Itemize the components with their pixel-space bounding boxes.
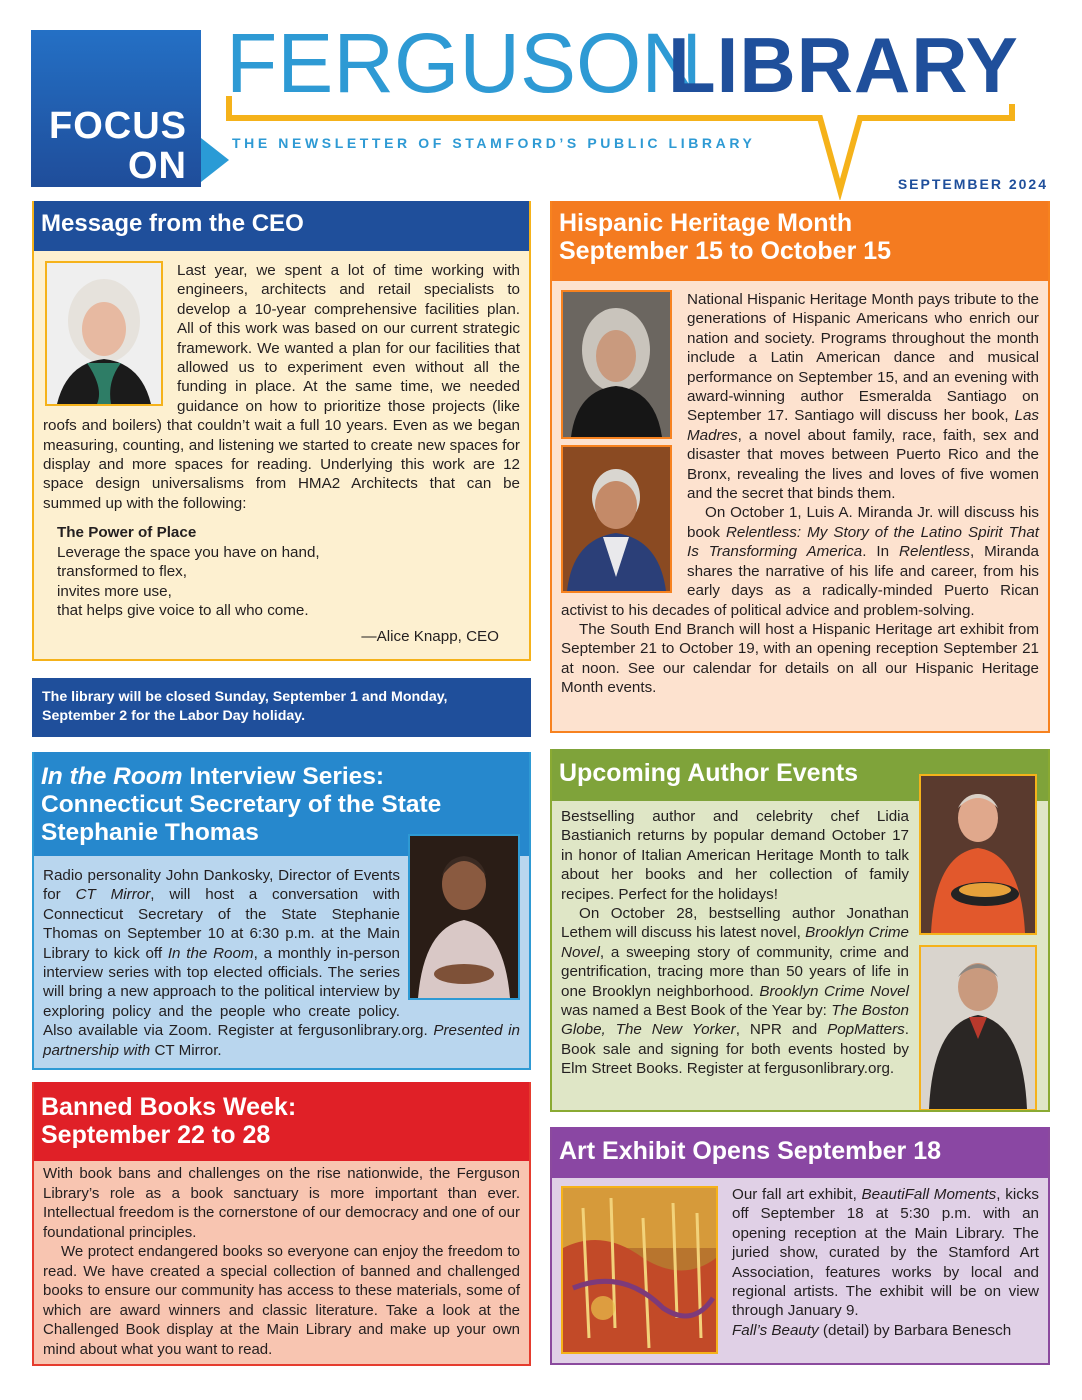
author-photos — [919, 774, 1041, 1112]
poem-line: Leverage the space you have on hand, — [57, 543, 320, 561]
art-paragraph: Our fall art exhibit, BeautiFall Moments, kicks off September 18 at 5:30 p.m. with an opening reception at the Main Library. The juried show, curated by the Stamford Art Association, features works by local and regional artists. The exhibit will be on view through January 9. — [732, 1186, 1039, 1320]
banned-heading-line1: Banned Books Week: — [41, 1093, 297, 1121]
ceo-message-panel — [32, 201, 531, 661]
banned-paragraph-2: We protect endangered books so everyone can enjoy the freedom to read. We have created a special collection of banned and challenged books to ensure our community has access to these materials, some of which are award winners and classic literature. Take a look at the Challenged Book display at the Main Library and make up your own mind about what you want to read. — [43, 1243, 520, 1358]
issue-date: SEPTEMBER 2024 — [897, 176, 1048, 192]
hispanic-heritage-panel — [550, 201, 1050, 733]
hispanic-paragraph-1: National Hispanic Heritage Month pays tribute to the generations of Hispanic Americans who enrich our nation and society. Programs throughout the month include a Latin American dance and musical performance on September 15, and an evening with award-winning author Esmeralda Santiago on September 17. Santiago will discuss her book, Las Madres, a novel about family, race, faith, sex and disaster that moves between Puerto Rico and the Bronx, revealing the lives and loves of five women and the secret that binds them. — [687, 291, 1039, 503]
ceo-portrait-photo — [45, 261, 163, 406]
banned-books-panel — [32, 1082, 531, 1366]
interview-heading-line3: Stephanie Thomas — [41, 819, 259, 846]
luis-miranda-photo — [561, 445, 672, 593]
title-ferguson: FERGUSON — [226, 16, 703, 110]
ceo-heading: Message from the CEO — [32, 201, 531, 251]
on-word: ON — [128, 145, 187, 187]
poem-line: transformed to flex, — [57, 563, 187, 581]
ceo-portrait-icon — [47, 263, 161, 404]
hispanic-photos — [561, 290, 678, 599]
poem-title: The Power of Place — [57, 524, 197, 542]
lidia-bastianich-photo — [919, 774, 1037, 935]
falls-beauty-painting — [561, 1186, 718, 1354]
interview-paragraph: Radio personality John Dankosky, Director of Events for CT Mirror, will host a conversation with Connecticut Secretary of the State Stephanie Thomas on September 10 at 6:30 p.m. at the Main Library to kick off In the Room, a monthly in-person interview series with top elected officials. The series will bring a new approach to the political interview by exploring policy and the people who create policy. Also available via Zoom. Register at fergusonlibrary.org. Presented in partnership with CT Mirror. — [43, 867, 520, 1059]
author-paragraph-2: On October 28, bestselling author Jonathan Lethem will discuss his latest novel, Brooklyn Crime Novel, a sweeping story of community, crime and gentrification, tracing more than 50 years of life in one Brooklyn neighborhood. Brooklyn Crime Novel was named a Best Book of the Year by: The Boston Globe, The New Yorker, NPR and PopMatters. Book sale and signing for both events hosted by Elm Street Books. Register at fergusonlibrary.org. — [561, 905, 909, 1078]
hispanic-paragraph-3: The South End Branch will host a Hispanic Heritage art exhibit from September 21 to October 19, with an opening reception September 21 at noon. See our calendar for details on all our Hispanic Heritage Month events. — [561, 620, 1039, 697]
interview-series-panel — [32, 752, 531, 1070]
banned-heading-line2: September 22 to 28 — [41, 1121, 271, 1149]
poem-line: that helps give voice to all who come. — [57, 601, 309, 619]
interview-heading-italic: In the Room — [41, 763, 183, 790]
jonathan-lethem-portrait-icon — [921, 947, 1035, 1109]
ceo-signature: —Alice Knapp, CEO — [361, 628, 499, 646]
esmeralda-santiago-photo — [561, 290, 672, 439]
banned-heading — [32, 1082, 531, 1161]
hispanic-heading — [550, 201, 1050, 281]
luis-miranda-portrait-icon — [563, 447, 670, 591]
jonathan-lethem-photo — [919, 945, 1037, 1111]
esmeralda-santiago-portrait-icon — [563, 292, 670, 437]
stephanie-thomas-portrait-icon — [410, 836, 518, 998]
art-caption: Fall’s Beauty (detail) by Barbara Benesch — [732, 1321, 1012, 1339]
hispanic-heading-line2: September 15 to October 15 — [559, 237, 892, 265]
author-heading: Upcoming Author Events — [550, 749, 1050, 801]
art-exhibit-panel — [550, 1127, 1050, 1365]
poem-line: invites more use, — [57, 582, 172, 600]
holiday-closure-notice: The library will be closed Sunday, September 1 and Monday, September 2 for the Labor Day holiday. — [32, 678, 531, 737]
art-heading: Art Exhibit Opens September 18 — [550, 1127, 1050, 1178]
banned-paragraph-1: With book bans and challenges on the rise nationwide, the Ferguson Library’s role as a book sanctuary is more important than ever. Intellectual freedom is the cornerstone of our democracy and one of our foundational principles. — [43, 1165, 520, 1241]
ceo-paragraph: Last year, we spent a lot of time working with engineers, architects and retail specialists to develop a 10-year comprehensive facilities plan. All of this work was based on our current strategic framework. We wanted a plan for our facilities that allowed us to experiment even without all the funding in place. At the same time, we needed guidance on how to prioritize those projects (like roofs and boilers) that couldn’t wait a full 10 years. Even as we began measuring, counting, and listening we started to create new spaces for display and more spaces for reading. Underlying this work are 12 space design universalisms from HMA2 Architects that can be summed up with the following: — [43, 262, 520, 512]
hispanic-paragraph-2: On October 1, Luis A. Miranda Jr. will discuss his book Relentless: My Story of the Latino Spirit That Is Transforming America. In Relentless, Miranda shares the narrative of his life and career, from his early days as a radically-minded Puerto Rican activist to his decades of political advice and problem-solving. — [561, 504, 1040, 619]
speech-bubble-line — [0, 0, 1082, 200]
poem — [57, 523, 520, 620]
title-library: LIBRARY — [668, 21, 1019, 109]
lidia-bastianich-portrait-icon — [921, 776, 1035, 933]
hispanic-heading-line1: Hispanic Heritage Month — [559, 209, 853, 237]
interview-heading-rest: Interview Series: — [182, 763, 385, 790]
author-events-panel — [550, 749, 1050, 1112]
author-paragraph-1: Bestselling author and celebrity chef Lidia Bastianich returns by popular demand October 17 in honor of Italian American Heritage Month to talk about her books and her collection of family recipes. Perfect for the holidays! — [561, 808, 909, 903]
newsletter-subtitle: THE NEWSLETTER OF STAMFORD’S PUBLIC LIBRARY — [232, 135, 756, 151]
focus-word: FOCUS — [49, 105, 187, 147]
stephanie-thomas-photo — [408, 834, 520, 1000]
falls-beauty-painting-icon — [563, 1188, 716, 1352]
interview-heading-line2: Connecticut Secretary of the State — [41, 791, 442, 818]
